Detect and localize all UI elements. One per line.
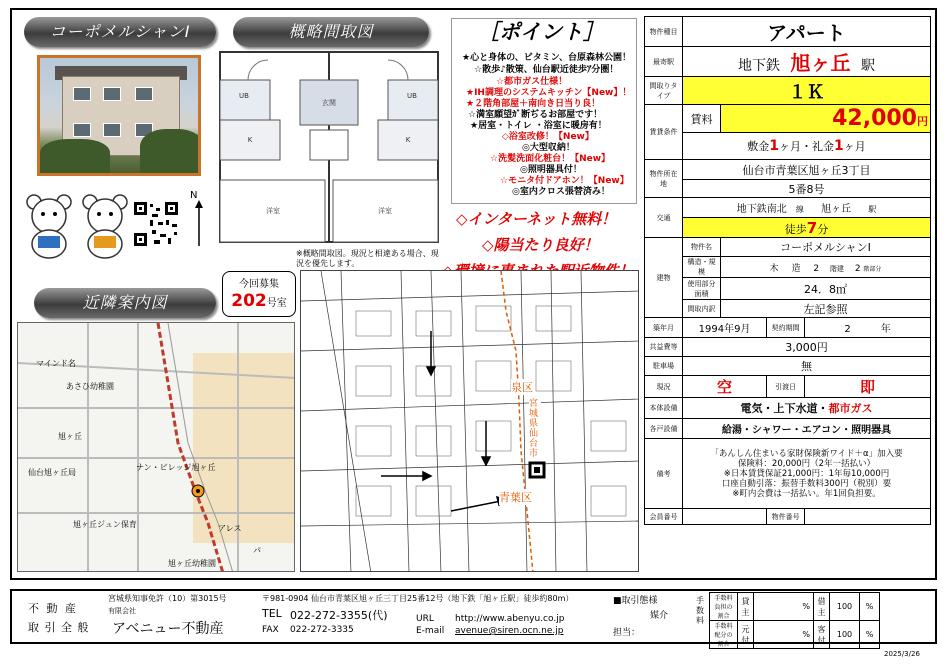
area-value: 24．8㎡ [721,278,931,300]
name-value: コーポメルシャンⅠ [721,238,931,257]
highlight-sunlight: ◇陽当たり良好！ [482,236,599,254]
address-label: 物件所在地 [645,160,683,198]
point-line: ☆散歩♪散策、仙台駅近徒歩ｱ分圏！ [474,65,619,75]
room-label: 洋室 [266,207,280,215]
room-label: 洋室 [378,207,392,215]
station-name: 旭ヶ丘 [790,51,851,75]
layout-detail-value: 左記参照 [721,300,931,318]
facilities-gas: 都市ガス [828,402,873,415]
footer-fee-label: 手数料 [696,596,704,625]
status-value: 空 [683,376,767,398]
deposit-text-1: 敷金 [747,140,770,153]
fee-cell: % [754,593,814,621]
rent-terms-label: 賃貸条件 [645,105,683,160]
fee-cell: 借主 [814,593,830,621]
map-label: 仙台旭ヶ丘局 [28,468,76,477]
recruit-room-number: 202 [231,291,267,311]
fee-cell: 100 [830,621,860,649]
walk-minutes: 7 [806,218,818,237]
key-money-months: 1 [834,138,844,154]
footer-role-1: 不 動 産 [28,602,78,615]
move-in-label: 引渡日 [767,376,805,398]
footer-address: 〒981-0904 仙台市青葉区旭ヶ丘三丁目25番12号（地下鉄「旭ヶ丘駅」徒歩約80m） [262,594,574,603]
built-value: 1994年9月 [683,318,767,338]
address-line-1: 仙台市青葉区旭ヶ丘3丁目 [683,160,931,180]
structure-value: 木 [769,263,779,274]
fee-cell: 100 [830,593,860,621]
fee-cell: % [754,621,814,649]
footer-deal-sub: 媒介 [650,611,669,621]
footer-url[interactable]: http://www.abenyu.co.jp [455,614,565,624]
transport-line: 地下鉄南北 [736,204,787,215]
floors-label: 階建 [829,264,844,273]
floorplan-pill: 概略間取図 [233,17,429,47]
remark-line: ※町内会費は一括払い。年1回負担要。 [732,488,881,499]
mascot-bears-icon [22,192,134,262]
remarks-label: 備考 [645,439,683,509]
common-fee-value: 3,000円 [683,338,931,357]
equipment-label: 各戸設備 [645,419,683,439]
property-info-table [644,16,931,525]
walk-suffix: 分 [817,222,829,236]
address-line-2: 5番8号 [683,180,931,198]
floorplan-note: ※概略間取図。現況と相違ある場合、現況を優先します。 [296,249,439,268]
room-label: UB [239,92,249,100]
contract-unit: 年 [880,324,891,335]
point-line: ★居室・トイレ ・浴室に暖房有！ [470,121,607,131]
facilities-label: 本体設備 [645,398,683,419]
status-label: 現況 [645,376,683,398]
building-name-pill: コーポメルシャンⅠ [24,17,216,47]
parking-value: 無 [683,357,931,376]
compass-arrow-icon [193,200,205,246]
fee-cell: 元付 [738,621,754,649]
map-label: 青葉区 [499,491,532,504]
rent-unit: 円 [917,115,928,128]
layout-detail-label: 間取内訳 [683,300,721,318]
type-label: 物件種目 [645,17,683,47]
building-photo [37,55,201,176]
map-label: アレス [218,524,242,533]
point-line: ★心と身体の、ビタミン、台原森林公園！ [462,53,631,63]
footer-email[interactable]: avenue@siren.ocn.ne.jp [455,626,564,636]
remark-line: 保険料：20,000円（2年一括払い） [737,458,876,469]
recruit-label: 今回募集 [239,279,279,290]
deposit-text-3: ヶ月 [843,140,866,153]
fee-cell: % [860,593,880,621]
recruit-room-suffix: 号室 [266,298,287,309]
station-line: 地下鉄 [738,58,781,74]
map-label: あさひ幼稚園 [66,382,114,391]
point-line: ◎照明器具付！ [520,165,582,175]
floorplan-diagram [218,50,440,245]
building-label: 建物 [645,238,683,318]
type-value: アパート [683,17,931,47]
built-label: 築年月 [645,318,683,338]
member-label: 会員番号 [645,509,683,525]
footer-fax: 022-272-3335 [290,625,354,635]
structure-label: 構造・規模 [683,257,721,278]
remark-line: 「あんしん住まいる家財保険新ワイド＋α」加入要 [710,448,903,459]
fee-cell: 手数料負担の割合 [710,593,738,621]
points-title: ［ポイント］ [478,19,604,44]
map-label: 旭ヶ丘ジュン保育 [73,520,137,529]
station-label: 最寄駅 [645,47,683,77]
contract-label: 契約期間 [767,318,805,338]
floor-suffix: 階部分 [863,265,882,273]
footer-company-type: 有限会社 [108,607,136,615]
footer-email-label: E-mail [416,626,445,636]
transport-line-suffix: 線 [795,205,804,214]
structure-mid: 造 [791,263,801,274]
property-no-label: 物件番号 [767,509,805,525]
point-line: ★IH調理のシステムキッチン【New】！ [466,88,632,98]
contract-value: 2 [844,324,851,335]
map-label: 旭ヶ丘 [58,432,82,441]
point-line: ☆モニタ付ドアホン！【New】 [500,176,629,186]
nearby-map-pill: 近隣案内図 [34,288,216,318]
map-label: 宮城県仙台市 [529,399,541,459]
rent-value: 42,000 [832,106,917,131]
fee-cell: 客付 [814,621,830,649]
transport-label: 交通 [645,198,683,238]
footer-tel[interactable]: 022-272-3355(代) [290,609,388,622]
footer-date: 2025/3/26 [884,650,920,658]
compass-label: N [190,190,198,201]
footer-deal-mode: ■取引態様 [613,596,658,606]
walk-prefix: 徒歩 [784,222,807,236]
point-line: ☆洗髪洗面化粧台！【New】 [490,154,611,164]
transport-station: 旭ヶ丘 [821,204,852,215]
facilities-value: 電気・上下水道・ [740,402,829,415]
map-label: パ [253,546,261,555]
room-label: K [405,136,411,144]
fee-cell: 手数料配分の割合 [710,621,738,649]
transport-station-suffix: 駅 [868,205,877,214]
footer-url-label: URL [416,614,434,624]
fee-table [709,592,880,649]
floor-number: 2 [854,263,861,274]
highlight-internet: ◇インターネット無料！ [456,210,617,228]
equipment-value: 給湯・シャワー・エアコン・照明器具 [683,419,931,439]
footer-license: 宮城県知事免許（10）第3015号 [108,594,227,603]
point-line: ★２階角部屋＋南向き日当り良！ [466,99,601,109]
station-suffix: 駅 [860,58,875,74]
map-label: 泉区 [511,381,533,394]
nearby-map-left[interactable] [17,322,295,572]
layout-label: 間取りタイプ [645,77,683,105]
point-line: ◎大型収納！ [522,143,575,153]
footer-company: アベニュー不動産 [112,621,224,637]
point-line: ◇浴室改修！【New】 [502,132,594,142]
point-line: ◎室内クロス張替済み！ [512,187,610,197]
point-line: ☆満室願望ｶﾞ断ぢるお部屋です！ [468,110,603,120]
fee-cell: 貸主 [738,593,754,621]
room-label: UB [407,92,417,100]
footer-fax-label: FAX [262,625,279,635]
deposit-months: 1 [769,138,779,154]
footer-tel-label: TEL [262,607,282,620]
name-label: 物件名 [683,238,721,257]
floors-above: 2 [813,263,820,274]
footer-staff-label: 担当： [613,628,641,638]
nearby-map-right[interactable] [300,270,639,572]
remark-line: ※日本賃貸保証21,000円：1年毎10,000円 [723,468,890,479]
fee-cell: % [860,621,880,649]
recruit-badge [222,271,296,317]
footer-role-2: 取 引 全 般 [28,621,90,634]
map-label: マインド名 [36,359,76,368]
map-label: 旭ヶ丘幼稚園 [168,559,216,568]
layout-value: １Ｋ [683,77,931,105]
area-label: 使用部分面積 [683,278,721,300]
room-label: K [247,136,253,144]
parking-label: 駐車場 [645,357,683,376]
deposit-text-2: ヶ月・礼金 [779,140,834,153]
map-label: ナン・ビレッジ旭ヶ丘 [136,463,216,472]
room-label: 玄関 [322,99,336,107]
remark-line: 口座自動引落：振替手数料300円（税別）要 [721,478,892,489]
rent-label: 賃料 [683,105,721,133]
qr-code-icon[interactable] [132,200,180,248]
move-in-value: 即 [805,376,931,398]
common-fee-label: 共益費等 [645,338,683,357]
point-line: ☆都市ガス仕様！ [496,77,568,87]
